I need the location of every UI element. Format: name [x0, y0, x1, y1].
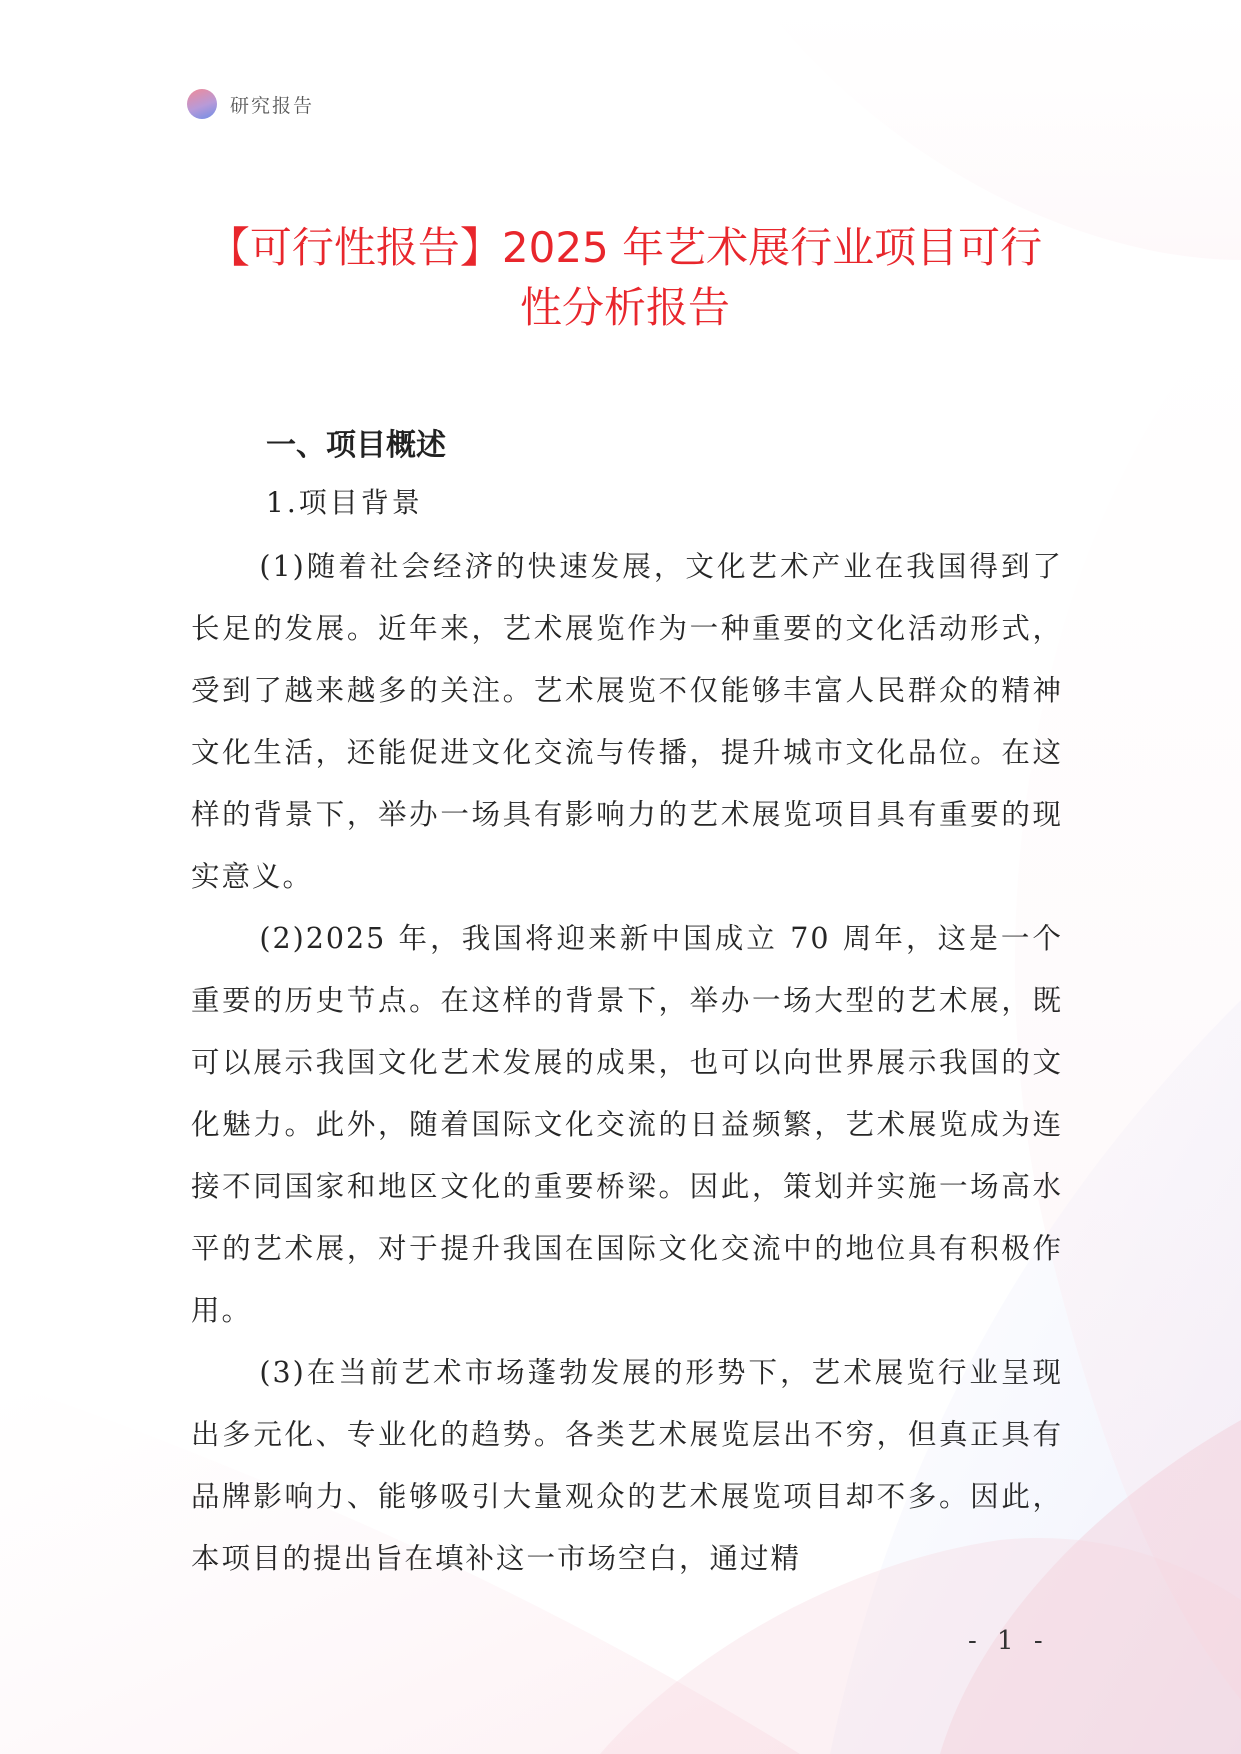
- body-text: [191, 536, 1063, 1590]
- subsection-heading: 1.项目背景: [266, 486, 423, 519]
- header-label: 研究报告: [230, 94, 315, 117]
- logo-icon: [187, 89, 217, 119]
- page-number: - 1 -: [968, 1626, 1049, 1656]
- paragraph-3: (3)在当前艺术市场蓬勃发展的形势下，艺术展览行业呈现出多元化、专业化的趋势。各类艺术展览层出不穷，但真正具有品牌影响力、能够吸引大量观众的艺术展览项目却不多。因此，本项目的提出旨在填补这一市场空白，通过精: [191, 1356, 1063, 1575]
- document-title: 【可行性报告】2025 年艺术展行业项目可行性分析报告: [207, 223, 1043, 332]
- paragraph-1: (1)随着社会经济的快速发展，文化艺术产业在我国得到了长足的发展。近年来，艺术展览作为一种重要的文化活动形式，受到了越来越多的关注。艺术展览不仅能够丰富人民群众的精神文化生活，还能促进文化交流与传播，提升城市文化品位。在这样的背景下，举办一场具有影响力的艺术展览项目具有重要的现实意义。: [191, 550, 1063, 893]
- paragraph-2: (2)2025 年，我国将迎来新中国成立 70 周年，这是一个重要的历史节点。在这样的背景下，举办一场大型的艺术展，既可以展示我国文化艺术发展的成果，也可以向世界展示我国的文化魅力。此外，随着国际文化交流的日益频繁，艺术展览成为连接不同国家和地区文化的重要桥梁。因此，策划并实施一场高水平的艺术展，对于提升我国在国际文化交流中的地位具有积极作用。: [191, 922, 1063, 1327]
- section-heading: 一、项目概述: [266, 428, 446, 463]
- document-header: [187, 89, 314, 119]
